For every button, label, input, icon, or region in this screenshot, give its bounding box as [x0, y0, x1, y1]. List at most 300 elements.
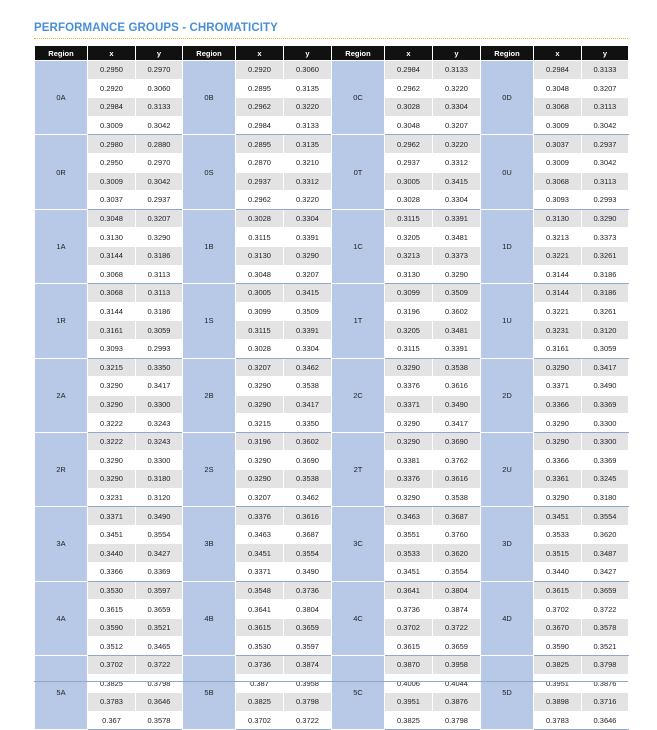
- y-value-cell: 0.3415: [284, 284, 332, 303]
- y-value-cell: 0.3300: [582, 414, 629, 433]
- x-value-cell: 0.3130: [385, 265, 433, 284]
- y-value-cell: 0.3113: [136, 265, 183, 284]
- y-value-cell: 0.3135: [284, 135, 332, 154]
- region-cell: 2U: [481, 432, 534, 506]
- y-value-cell: 0.3369: [582, 451, 629, 470]
- y-value-cell: 0.3616: [284, 507, 332, 526]
- y-value-cell: 0.3554: [433, 563, 481, 582]
- table-row: [35, 135, 629, 154]
- table-row: [35, 209, 629, 228]
- x-value-cell: 0.2984: [385, 61, 433, 80]
- x-value-cell: 0.3231: [88, 488, 136, 507]
- y-value-cell: 0.3490: [136, 507, 183, 526]
- x-value-cell: 0.3221: [534, 246, 582, 265]
- table-row: [35, 581, 629, 600]
- y-value-cell: 0.3427: [136, 544, 183, 563]
- region-cell: 1T: [332, 284, 385, 358]
- region-cell: 0D: [481, 61, 534, 135]
- x-value-cell: 0.3290: [534, 432, 582, 451]
- y-value-cell: 0.3042: [582, 153, 629, 172]
- x-value-cell: 0.2962: [236, 191, 284, 210]
- x-value-cell: 0.3048: [88, 209, 136, 228]
- y-value-cell: 0.2993: [582, 191, 629, 210]
- region-cell: 2R: [35, 432, 88, 506]
- x-value-cell: 0.3130: [236, 246, 284, 265]
- region-cell: 1U: [481, 284, 534, 358]
- y-value-cell: 0.3616: [433, 470, 481, 489]
- x-value-cell: 0.3290: [385, 432, 433, 451]
- x-value-cell: 0.3702: [385, 618, 433, 637]
- x-value-cell: 0.3048: [534, 79, 582, 98]
- x-value-cell: 0.3825: [534, 656, 582, 675]
- y-value-cell: 0.3417: [284, 395, 332, 414]
- region-cell: 1S: [183, 284, 236, 358]
- y-value-cell: 0.3659: [136, 600, 183, 619]
- x-value-cell: 0.4006: [385, 674, 433, 693]
- x-value-cell: 0.3144: [88, 302, 136, 321]
- x-value-cell: 0.3515: [534, 544, 582, 563]
- y-value-cell: 0.3602: [284, 432, 332, 451]
- x-value-cell: 0.3115: [385, 209, 433, 228]
- x-value-cell: 0.2984: [236, 116, 284, 135]
- y-value-cell: 0.2993: [136, 339, 183, 358]
- x-value-cell: 0.3213: [534, 228, 582, 247]
- y-value-cell: 0.3620: [582, 525, 629, 544]
- x-value-cell: 0.3144: [534, 265, 582, 284]
- y-value-cell: 0.3180: [136, 470, 183, 489]
- y-value-cell: 0.3304: [284, 209, 332, 228]
- region-cell: 5B: [183, 656, 236, 730]
- y-value-cell: 0.3210: [284, 153, 332, 172]
- x-value-cell: 0.3783: [88, 693, 136, 712]
- y-value-cell: 0.3220: [284, 191, 332, 210]
- y-value-cell: 0.3113: [582, 98, 629, 117]
- x-value-cell: 0.3533: [385, 544, 433, 563]
- y-value-cell: 0.3220: [433, 135, 481, 154]
- y-value-cell: 0.3415: [433, 172, 481, 191]
- x-value-cell: 0.2937: [236, 172, 284, 191]
- region-cell: 0A: [35, 61, 88, 135]
- y-value-cell: 0.3300: [136, 451, 183, 470]
- y-value-cell: 0.3427: [582, 563, 629, 582]
- y-value-cell: 0.3736: [284, 581, 332, 600]
- region-cell: 2D: [481, 358, 534, 432]
- x-value-cell: 0.3028: [385, 191, 433, 210]
- y-value-cell: 0.3060: [136, 79, 183, 98]
- x-value-cell: 0.3205: [385, 321, 433, 340]
- x-value-cell: 0.2962: [236, 98, 284, 117]
- y-value-cell: 0.3135: [284, 79, 332, 98]
- y-value-cell: 0.2937: [582, 135, 629, 154]
- header-region: Region: [332, 46, 385, 61]
- x-value-cell: 0.3825: [88, 674, 136, 693]
- y-value-cell: 0.3312: [433, 153, 481, 172]
- x-value-cell: 0.2937: [385, 153, 433, 172]
- header-y: y: [582, 46, 629, 61]
- y-value-cell: 0.4044: [433, 674, 481, 693]
- x-value-cell: 0.3144: [534, 284, 582, 303]
- x-value-cell: 0.3290: [88, 377, 136, 396]
- region-cell: 4A: [35, 581, 88, 655]
- y-value-cell: 0.3042: [136, 172, 183, 191]
- y-value-cell: 0.3462: [284, 358, 332, 377]
- x-value-cell: 0.3440: [534, 563, 582, 582]
- y-value-cell: 0.3290: [136, 228, 183, 247]
- header-x: x: [534, 46, 582, 61]
- x-value-cell: 0.3290: [88, 395, 136, 414]
- y-value-cell: 0.3538: [433, 488, 481, 507]
- x-value-cell: 0.3115: [236, 228, 284, 247]
- y-value-cell: 0.3798: [284, 693, 332, 712]
- y-value-cell: 0.3798: [582, 656, 629, 675]
- x-value-cell: 0.3590: [88, 618, 136, 637]
- y-value-cell: 0.3659: [582, 581, 629, 600]
- x-value-cell: 0.3009: [88, 172, 136, 191]
- x-value-cell: 0.2920: [236, 61, 284, 80]
- x-value-cell: 0.3215: [236, 414, 284, 433]
- x-value-cell: 0.3196: [385, 302, 433, 321]
- y-value-cell: 0.3876: [582, 674, 629, 693]
- y-value-cell: 0.3417: [433, 414, 481, 433]
- y-value-cell: 0.2970: [136, 61, 183, 80]
- y-value-cell: 0.2937: [136, 191, 183, 210]
- x-value-cell: 0.3005: [385, 172, 433, 191]
- x-value-cell: 0.3037: [534, 135, 582, 154]
- y-value-cell: 0.3369: [136, 563, 183, 582]
- x-value-cell: 0.3290: [534, 488, 582, 507]
- y-value-cell: 0.3602: [433, 302, 481, 321]
- y-value-cell: 0.3290: [433, 265, 481, 284]
- x-value-cell: 0.3207: [236, 358, 284, 377]
- x-value-cell: 0.3366: [534, 395, 582, 414]
- x-value-cell: 0.3641: [385, 581, 433, 600]
- y-value-cell: 0.3243: [136, 432, 183, 451]
- region-cell: 4B: [183, 581, 236, 655]
- header-row: [35, 46, 629, 61]
- x-value-cell: 0.3371: [385, 395, 433, 414]
- x-value-cell: 0.3221: [534, 302, 582, 321]
- x-value-cell: 0.2962: [385, 79, 433, 98]
- y-value-cell: 0.3261: [582, 246, 629, 265]
- region-cell: 4D: [481, 581, 534, 655]
- y-value-cell: 0.3798: [136, 674, 183, 693]
- x-value-cell: 0.3005: [236, 284, 284, 303]
- y-value-cell: 0.3060: [284, 61, 332, 80]
- region-cell: 0T: [332, 135, 385, 209]
- region-cell: 2B: [183, 358, 236, 432]
- x-value-cell: 0.3825: [385, 711, 433, 730]
- y-value-cell: 0.3133: [136, 98, 183, 117]
- x-value-cell: 0.3068: [534, 172, 582, 191]
- y-value-cell: 0.3804: [433, 581, 481, 600]
- x-value-cell: 0.3290: [236, 395, 284, 414]
- x-value-cell: 0.3222: [88, 432, 136, 451]
- x-value-cell: 0.2895: [236, 79, 284, 98]
- region-cell: 3C: [332, 507, 385, 581]
- x-value-cell: 0.3215: [88, 358, 136, 377]
- x-value-cell: 0.2870: [236, 153, 284, 172]
- x-value-cell: 0.3376: [385, 470, 433, 489]
- y-value-cell: 0.3207: [136, 209, 183, 228]
- y-value-cell: 0.3300: [136, 395, 183, 414]
- table-row: [35, 284, 629, 303]
- x-value-cell: 0.3641: [236, 600, 284, 619]
- x-value-cell: 0.3615: [534, 581, 582, 600]
- x-value-cell: 0.3130: [88, 228, 136, 247]
- y-value-cell: 0.3350: [136, 358, 183, 377]
- y-value-cell: 0.3261: [582, 302, 629, 321]
- x-value-cell: 0.3068: [534, 98, 582, 117]
- region-cell: 1C: [332, 209, 385, 283]
- y-value-cell: 0.3113: [136, 284, 183, 303]
- x-value-cell: 0.3533: [534, 525, 582, 544]
- x-value-cell: 0.3205: [385, 228, 433, 247]
- x-value-cell: 0.3463: [385, 507, 433, 526]
- x-value-cell: 0.3093: [88, 339, 136, 358]
- x-value-cell: 0.3371: [88, 507, 136, 526]
- x-value-cell: 0.3161: [534, 339, 582, 358]
- y-value-cell: 0.3391: [433, 209, 481, 228]
- x-value-cell: 0.3290: [385, 488, 433, 507]
- y-value-cell: 0.3369: [582, 395, 629, 414]
- x-value-cell: 0.2984: [88, 98, 136, 117]
- region-cell: 1R: [35, 284, 88, 358]
- y-value-cell: 0.3391: [284, 321, 332, 340]
- header-x: x: [385, 46, 433, 61]
- y-value-cell: 0.3417: [582, 358, 629, 377]
- chromaticity-table: [34, 45, 629, 730]
- x-value-cell: 0.3590: [534, 637, 582, 656]
- y-value-cell: 0.3722: [582, 600, 629, 619]
- x-value-cell: 0.3440: [88, 544, 136, 563]
- region-cell: 5D: [481, 656, 534, 730]
- header-y: y: [284, 46, 332, 61]
- region-cell: 2C: [332, 358, 385, 432]
- region-cell: 2A: [35, 358, 88, 432]
- x-value-cell: 0.3451: [236, 544, 284, 563]
- x-value-cell: 0.3037: [88, 191, 136, 210]
- x-value-cell: 0.3099: [236, 302, 284, 321]
- x-value-cell: 0.3290: [534, 414, 582, 433]
- x-value-cell: 0.3366: [534, 451, 582, 470]
- x-value-cell: 0.3290: [385, 358, 433, 377]
- x-value-cell: 0.3028: [236, 209, 284, 228]
- x-value-cell: 0.3213: [385, 246, 433, 265]
- y-value-cell: 0.3874: [284, 656, 332, 675]
- x-value-cell: 0.3951: [534, 674, 582, 693]
- x-value-cell: 0.367: [88, 711, 136, 730]
- x-value-cell: 0.3290: [88, 451, 136, 470]
- y-value-cell: 0.3373: [582, 228, 629, 247]
- y-value-cell: 0.3186: [582, 265, 629, 284]
- y-value-cell: 0.3373: [433, 246, 481, 265]
- y-value-cell: 0.3481: [433, 228, 481, 247]
- x-value-cell: 0.3144: [88, 246, 136, 265]
- x-value-cell: 0.3376: [236, 507, 284, 526]
- x-value-cell: 0.3009: [534, 153, 582, 172]
- y-value-cell: 0.3538: [284, 377, 332, 396]
- x-value-cell: 0.3231: [534, 321, 582, 340]
- region-cell: 5A: [35, 656, 88, 730]
- x-value-cell: 0.3068: [88, 284, 136, 303]
- x-value-cell: 0.2950: [88, 153, 136, 172]
- y-value-cell: 0.3481: [433, 321, 481, 340]
- y-value-cell: 0.3220: [284, 98, 332, 117]
- x-value-cell: 0.3530: [236, 637, 284, 656]
- y-value-cell: 0.3687: [433, 507, 481, 526]
- y-value-cell: 0.3300: [582, 432, 629, 451]
- y-value-cell: 0.3716: [582, 693, 629, 712]
- y-value-cell: 0.3620: [433, 544, 481, 563]
- y-value-cell: 0.3042: [582, 116, 629, 135]
- y-value-cell: 0.3874: [433, 600, 481, 619]
- region-cell: 3B: [183, 507, 236, 581]
- x-value-cell: 0.3615: [236, 618, 284, 637]
- table-row: [35, 358, 629, 377]
- x-value-cell: 0.3702: [534, 600, 582, 619]
- x-value-cell: 0.3196: [236, 432, 284, 451]
- x-value-cell: 0.3551: [385, 525, 433, 544]
- y-value-cell: 0.3762: [433, 451, 481, 470]
- region-cell: 4C: [332, 581, 385, 655]
- region-cell: 1B: [183, 209, 236, 283]
- y-value-cell: 0.3538: [433, 358, 481, 377]
- x-value-cell: 0.3290: [534, 358, 582, 377]
- x-value-cell: 0.2962: [385, 135, 433, 154]
- x-value-cell: 0.3463: [236, 525, 284, 544]
- y-value-cell: 0.3958: [284, 674, 332, 693]
- y-value-cell: 0.3186: [136, 246, 183, 265]
- y-value-cell: 0.3722: [433, 618, 481, 637]
- table-row: [35, 656, 629, 675]
- y-value-cell: 0.3487: [582, 544, 629, 563]
- x-value-cell: 0.3870: [385, 656, 433, 675]
- x-value-cell: 0.3451: [534, 507, 582, 526]
- header-region: Region: [481, 46, 534, 61]
- y-value-cell: 0.2970: [136, 153, 183, 172]
- x-value-cell: 0.3048: [385, 116, 433, 135]
- y-value-cell: 0.3521: [582, 637, 629, 656]
- y-value-cell: 0.3417: [136, 377, 183, 396]
- table-body: [35, 61, 629, 730]
- x-value-cell: 0.3376: [385, 377, 433, 396]
- x-value-cell: 0.3615: [88, 600, 136, 619]
- y-value-cell: 0.3133: [433, 61, 481, 80]
- region-cell: 0C: [332, 61, 385, 135]
- region-cell: 0R: [35, 135, 88, 209]
- x-value-cell: 0.3099: [385, 284, 433, 303]
- y-value-cell: 0.3490: [433, 395, 481, 414]
- y-value-cell: 0.3597: [284, 637, 332, 656]
- x-value-cell: 0.3009: [88, 116, 136, 135]
- x-value-cell: 0.387: [236, 674, 284, 693]
- region-cell: 1D: [481, 209, 534, 283]
- x-value-cell: 0.3451: [385, 563, 433, 582]
- y-value-cell: 0.3554: [284, 544, 332, 563]
- x-value-cell: 0.3512: [88, 637, 136, 656]
- y-value-cell: 0.3509: [433, 284, 481, 303]
- y-value-cell: 0.3958: [433, 656, 481, 675]
- y-value-cell: 0.3304: [433, 191, 481, 210]
- x-value-cell: 0.3048: [236, 265, 284, 284]
- y-value-cell: 0.3133: [582, 61, 629, 80]
- x-value-cell: 0.3702: [236, 711, 284, 730]
- y-value-cell: 0.3521: [136, 618, 183, 637]
- x-value-cell: 0.3451: [88, 525, 136, 544]
- table-bottom-rule: [34, 681, 628, 682]
- region-cell: 0U: [481, 135, 534, 209]
- y-value-cell: 0.3690: [284, 451, 332, 470]
- y-value-cell: 0.3804: [284, 600, 332, 619]
- x-value-cell: 0.3115: [385, 339, 433, 358]
- region-cell: 1A: [35, 209, 88, 283]
- y-value-cell: 0.3207: [433, 116, 481, 135]
- x-value-cell: 0.3371: [534, 377, 582, 396]
- y-value-cell: 0.3690: [433, 432, 481, 451]
- table-row: [35, 61, 629, 80]
- x-value-cell: 0.3028: [385, 98, 433, 117]
- y-value-cell: 0.3290: [284, 246, 332, 265]
- x-value-cell: 0.3028: [236, 339, 284, 358]
- y-value-cell: 0.3059: [582, 339, 629, 358]
- x-value-cell: 0.3130: [534, 209, 582, 228]
- x-value-cell: 0.3371: [236, 563, 284, 582]
- region-cell: 3D: [481, 507, 534, 581]
- x-value-cell: 0.3670: [534, 618, 582, 637]
- y-value-cell: 0.3509: [284, 302, 332, 321]
- y-value-cell: 0.3597: [136, 581, 183, 600]
- y-value-cell: 0.3578: [582, 618, 629, 637]
- y-value-cell: 0.3490: [284, 563, 332, 582]
- y-value-cell: 0.3554: [136, 525, 183, 544]
- x-value-cell: 0.3068: [88, 265, 136, 284]
- region-cell: 2T: [332, 432, 385, 506]
- x-value-cell: 0.2980: [88, 135, 136, 154]
- header-region: Region: [35, 46, 88, 61]
- x-value-cell: 0.3161: [88, 321, 136, 340]
- y-value-cell: 0.3350: [284, 414, 332, 433]
- region-cell: 0S: [183, 135, 236, 209]
- y-value-cell: 0.3059: [136, 321, 183, 340]
- header-x: x: [236, 46, 284, 61]
- y-value-cell: 0.3462: [284, 488, 332, 507]
- x-value-cell: 0.3825: [236, 693, 284, 712]
- x-value-cell: 0.2984: [534, 61, 582, 80]
- x-value-cell: 0.3009: [534, 116, 582, 135]
- y-value-cell: 0.3876: [433, 693, 481, 712]
- y-value-cell: 0.3120: [136, 488, 183, 507]
- y-value-cell: 0.3207: [582, 79, 629, 98]
- x-value-cell: 0.3366: [88, 563, 136, 582]
- y-value-cell: 0.3290: [582, 209, 629, 228]
- y-value-cell: 0.3538: [284, 470, 332, 489]
- y-value-cell: 0.3391: [433, 339, 481, 358]
- y-value-cell: 0.3042: [136, 116, 183, 135]
- x-value-cell: 0.2920: [88, 79, 136, 98]
- y-value-cell: 0.3243: [136, 414, 183, 433]
- y-value-cell: 0.3578: [136, 711, 183, 730]
- y-value-cell: 0.3220: [433, 79, 481, 98]
- y-value-cell: 0.3659: [284, 618, 332, 637]
- x-value-cell: 0.3615: [385, 637, 433, 656]
- region-cell: 5C: [332, 656, 385, 730]
- x-value-cell: 0.3736: [236, 656, 284, 675]
- x-value-cell: 0.3207: [236, 488, 284, 507]
- y-value-cell: 0.3186: [136, 302, 183, 321]
- y-value-cell: 0.3304: [284, 339, 332, 358]
- y-value-cell: 0.3312: [284, 172, 332, 191]
- y-value-cell: 0.3186: [582, 284, 629, 303]
